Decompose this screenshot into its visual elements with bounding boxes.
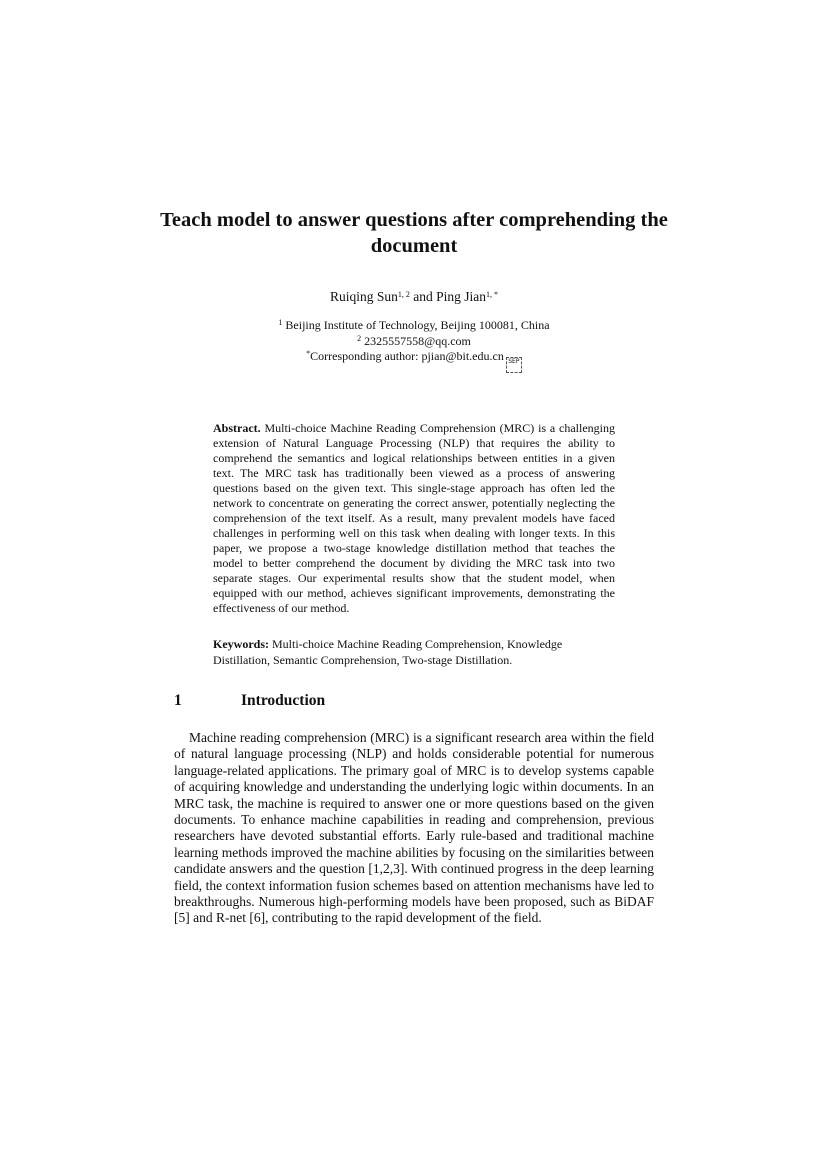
affiliations-block xyxy=(150,318,678,373)
keywords-label: Keywords: xyxy=(213,637,269,651)
author-affiliation-marker: 1, * xyxy=(486,290,499,299)
author-name: Ping Jian xyxy=(436,289,487,304)
affiliation-marker: 2 xyxy=(357,333,362,343)
author-affiliation-marker: 1, 2 xyxy=(397,290,410,299)
email-text: 2325557558@qq.com xyxy=(361,333,471,348)
abstract-label: Abstract. xyxy=(213,421,261,435)
author-line xyxy=(150,288,678,306)
corresponding-author-text: Corresponding author: pjian@bit.edu.cn xyxy=(310,349,504,363)
paper-title: Teach model to answer questions after comprehending the document xyxy=(160,209,668,257)
affiliation-text: Beijing Institute of Technology, Beijing 100081, China xyxy=(282,318,550,332)
introduction-paragraph: Machine reading comprehension (MRC) is a significant research area within the field of natural language processing (NLP) and holds considerable potential for numerous language-related applications. The primary goal of MRC is to develop systems capable of acquiring knowledge and understanding the underlying logic within documents. In an MRC task, the machine is required to answer one or more questions based on the given documents. To enhance machine capabilities in reading and comprehension, previous researchers have devoted substantial efforts. Early rule-based and traditional machine learning methods improved the machine abilities by focusing on the similarities between candidate answers and the question [1,2,3]. With continued progress in the deep learning field, the context information fusion schemes based on attention mechanisms have led to breakthroughs. Numerous high-performing models have been proposed, such as BiDAF [5] and R-net [6], contributing to the rapid development of the field. xyxy=(174,730,654,926)
corresponding-marker: * xyxy=(306,349,311,358)
abstract-paragraph xyxy=(213,421,615,616)
section-number: 1 xyxy=(174,692,182,709)
keywords-paragraph xyxy=(213,637,615,668)
affiliation-line xyxy=(150,318,678,334)
corresponding-author-line xyxy=(150,349,678,373)
author-connector: and xyxy=(409,289,437,304)
keywords-text: Multi-choice Machine Reading Comprehension, Knowledge Distillation, Semantic Comprehension, Two-stage Distillation. xyxy=(213,637,563,667)
section-title: Introduction xyxy=(241,692,326,709)
section-heading-introduction xyxy=(174,692,325,710)
email-line xyxy=(150,334,678,350)
author-name: Ruiqing Sun xyxy=(329,289,398,304)
affiliation-marker: 1 xyxy=(278,318,283,327)
abstract-text: Multi-choice Machine Reading Comprehension (MRC) is a challenging extension of Natural Language Processing (NLP) that requires the ability to comprehend the semantics and logical relationships between entities in a given text. The MRC task has traditionally been viewed as a process of answering questions based on the given text. This single-stage approach has often led the network to concentrate on generating the correct answer, potentially neglecting the comprehension of the text itself. As a result, many prevalent models have faced challenges in performing well on this task when dealing with longer texts. In this paper, we propose a two-stage knowledge distillation method that teaches the model to better comprehend the document by dividing the MRC task into two separate stages. Our experimental results show that the student model, when equipped with our method, achieves significant improvements, demonstrating the effectiveness of our method. xyxy=(213,421,615,615)
separator-glyph-icon: SEP xyxy=(506,357,522,373)
